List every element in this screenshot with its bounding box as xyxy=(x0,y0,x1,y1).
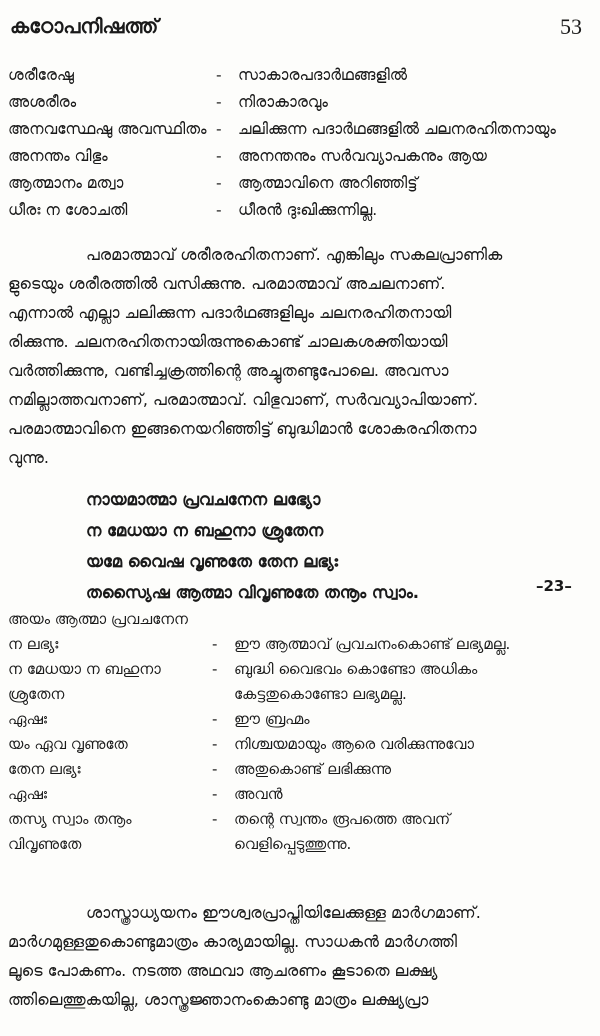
verse-line: തസ്യൈഷ ആത്മാ വിവൃണുതേ തനൂം സ്വാം. xyxy=(86,583,419,602)
paragraph-line: വർത്തിക്കുന്നു, വണ്ടിച്ചക്രത്തിന്റെ അച്ചുതണ്ടുപോലെ. അവസാ xyxy=(8,361,449,380)
glossary-dash: - xyxy=(216,174,222,192)
glossary-row xyxy=(8,785,596,810)
paragraph-line: മാർഗമുള്ളതുകൊണ്ടുമാത്രം കാര്യമായില്ല. സാധകൻ മാർഗത്തി xyxy=(8,932,458,951)
glossary-meaning: ഈ ബ്രഹ്മം xyxy=(234,710,310,728)
glossary-row xyxy=(8,93,596,120)
commentary-paragraph-1 xyxy=(8,240,592,472)
glossary-meaning: തന്റെ സ്വന്തം രൂപത്തെ അവന് xyxy=(234,810,451,828)
glossary-dash: - xyxy=(216,201,222,219)
glossary-word: ആത്മാനം മത്വാ xyxy=(8,174,124,192)
paragraph-line: എന്നാൽ എല്ലാ ചലിക്കുന്ന പദാർഥങ്ങളിലും ചലനരഹിതനായി xyxy=(8,303,452,322)
glossary-word: തേന ലഭ്യഃ xyxy=(8,760,81,778)
glossary-word: ഏഷഃ xyxy=(8,785,48,803)
glossary-1 xyxy=(8,66,596,228)
verse-line: ന മേധയാ ന ബഹുനാ ശ്രുതേന xyxy=(86,521,324,540)
glossary-dash: - xyxy=(216,147,222,165)
glossary-meaning: ധീരൻ ദുഃഖിക്കുന്നില്ല. xyxy=(238,201,378,219)
glossary-meaning: സാകാരപദാർഥങ്ങളിൽ xyxy=(238,66,408,84)
paragraph-line: വുന്നു. xyxy=(8,448,49,467)
glossary-word: ന മേധയാ ന ബഹുനാ xyxy=(8,660,161,678)
glossary-row xyxy=(8,660,596,685)
paragraph-line: പരമാത്മാവിനെ ഇങ്ങനെയറിഞ്ഞിട്ട് ബുദ്ധിമാൻ ശോകരഹിതനാ xyxy=(8,419,477,438)
glossary-meaning: നിരാകാരവും xyxy=(238,93,328,111)
glossary-row xyxy=(8,835,596,860)
glossary-row xyxy=(8,685,596,710)
glossary-word: ഏഷഃ xyxy=(8,710,48,728)
glossary-meaning: ആത്മാവിനെ അറിഞ്ഞിട്ട് xyxy=(238,174,418,192)
glossary-row xyxy=(8,147,596,174)
glossary-dash: - xyxy=(212,760,218,778)
glossary-word: ന ലഭ്യഃ xyxy=(8,635,59,653)
paragraph-line: ലൂടെ പോകണം. നടത്ത അഥവാ ആചരണം കൂടാതെ ലക്ഷ്യ xyxy=(8,961,438,980)
glossary-meaning: അനന്തനും സർവവ്യാപകനും ആയ xyxy=(238,147,487,165)
glossary-word: അയം ആത്മാ പ്രവചനേന xyxy=(8,610,188,628)
glossary-meaning: അതുകൊണ്ട് ലഭിക്കുന്നു xyxy=(234,760,392,778)
sanskrit-verse xyxy=(86,484,419,608)
commentary-paragraph-2 xyxy=(8,898,592,1014)
glossary-dash: - xyxy=(216,120,222,138)
paragraph-line: ളുടെയും ശരീരത്തിൽ വസിക്കുന്നു. പരമാത്മാവ് അചലനാണ്. xyxy=(8,274,446,293)
glossary-word: അശരീരം xyxy=(8,93,77,111)
paragraph-line: നമില്ലാത്തവനാണ്, പരമാത്മാവ്. വിഭുവാണ്, സർവവ്യാപിയാണ്. xyxy=(8,390,479,409)
glossary-row xyxy=(8,201,596,228)
glossary-row xyxy=(8,760,596,785)
glossary-word: യം ഏവ വൃണുതേ xyxy=(8,735,128,753)
glossary-2 xyxy=(8,610,596,860)
glossary-row xyxy=(8,710,596,735)
glossary-dash: - xyxy=(212,735,218,753)
glossary-word: വിവൃണുതേ xyxy=(8,835,82,853)
verse-line: നായമാത്മാ പ്രവചനേന ലഭ്യോ xyxy=(86,490,321,509)
glossary-word: അനന്തം വിഭും xyxy=(8,147,108,165)
glossary-dash: - xyxy=(212,710,218,728)
glossary-meaning: ബുദ്ധി വൈഭവം കൊണ്ടോ അധികം xyxy=(234,660,478,678)
glossary-dash: - xyxy=(212,635,218,653)
page-number: 53 xyxy=(560,14,582,39)
glossary-dash: - xyxy=(216,93,222,111)
glossary-dash: - xyxy=(212,660,218,678)
glossary-row xyxy=(8,66,596,93)
glossary-row xyxy=(8,810,596,835)
glossary-word: തസ്യ സ്വാം തനൂം xyxy=(8,810,132,828)
verse-line: യമേ വൈഷ വൃണുതേ തേന ലഭ്യഃ xyxy=(86,552,339,571)
glossary-row xyxy=(8,120,596,147)
glossary-dash: - xyxy=(216,66,222,84)
glossary-row xyxy=(8,174,596,201)
glossary-row xyxy=(8,735,596,760)
paragraph-line: ശാസ്ത്രാധ്യയനം ഈശ്വരപ്രാപ്തിയിലേക്കുള്ള മാർഗമാണ്. xyxy=(86,903,481,922)
glossary-meaning: നിശ്ചയമായും ആരെ വരിക്കുന്നുവോ xyxy=(234,735,474,753)
glossary-word: ധീരഃ ന ശോചതി xyxy=(8,201,128,219)
running-header-title: കഠോപനിഷത്ത് xyxy=(10,14,159,38)
glossary-row xyxy=(8,610,596,635)
verse-number: –23– xyxy=(536,577,572,595)
glossary-meaning: ഈ ആത്മാവ് പ്രവചനംകൊണ്ട് ലഭ്യമല്ല. xyxy=(234,635,511,653)
glossary-word: അനവസ്ഥേഷു അവസ്ഥിതം xyxy=(8,120,207,138)
glossary-meaning: അവൻ xyxy=(234,785,283,803)
glossary-word: ശ്രുതേന xyxy=(8,685,65,703)
glossary-dash: - xyxy=(212,810,218,828)
glossary-meaning: വെളിപ്പെടുത്തുന്നു. xyxy=(234,835,352,853)
paragraph-line: ത്തിലെത്തുകയില്ല, ശാസ്ത്രജ്ഞാനംകൊണ്ടു മാത്രം ലക്ഷ്യപ്രാ xyxy=(8,990,429,1009)
glossary-meaning: കേട്ടതുകൊണ്ടോ ലഭ്യമല്ല. xyxy=(234,685,407,703)
glossary-word: ശരീരേഷു xyxy=(8,66,74,84)
paragraph-line: പരമാത്മാവ് ശരീരരഹിതനാണ്. എങ്കിലും സകലപ്രാണിക xyxy=(86,245,503,264)
glossary-dash: - xyxy=(212,785,218,803)
paragraph-line: രിക്കുന്നു. ചലനരഹിതനായിരുന്നുകൊണ്ട് ചാലകശക്തിയായി xyxy=(8,332,448,351)
glossary-meaning: ചലിക്കുന്ന പദാർഥങ്ങളിൽ ചലനരഹിതനായും xyxy=(238,120,556,138)
glossary-row xyxy=(8,635,596,660)
